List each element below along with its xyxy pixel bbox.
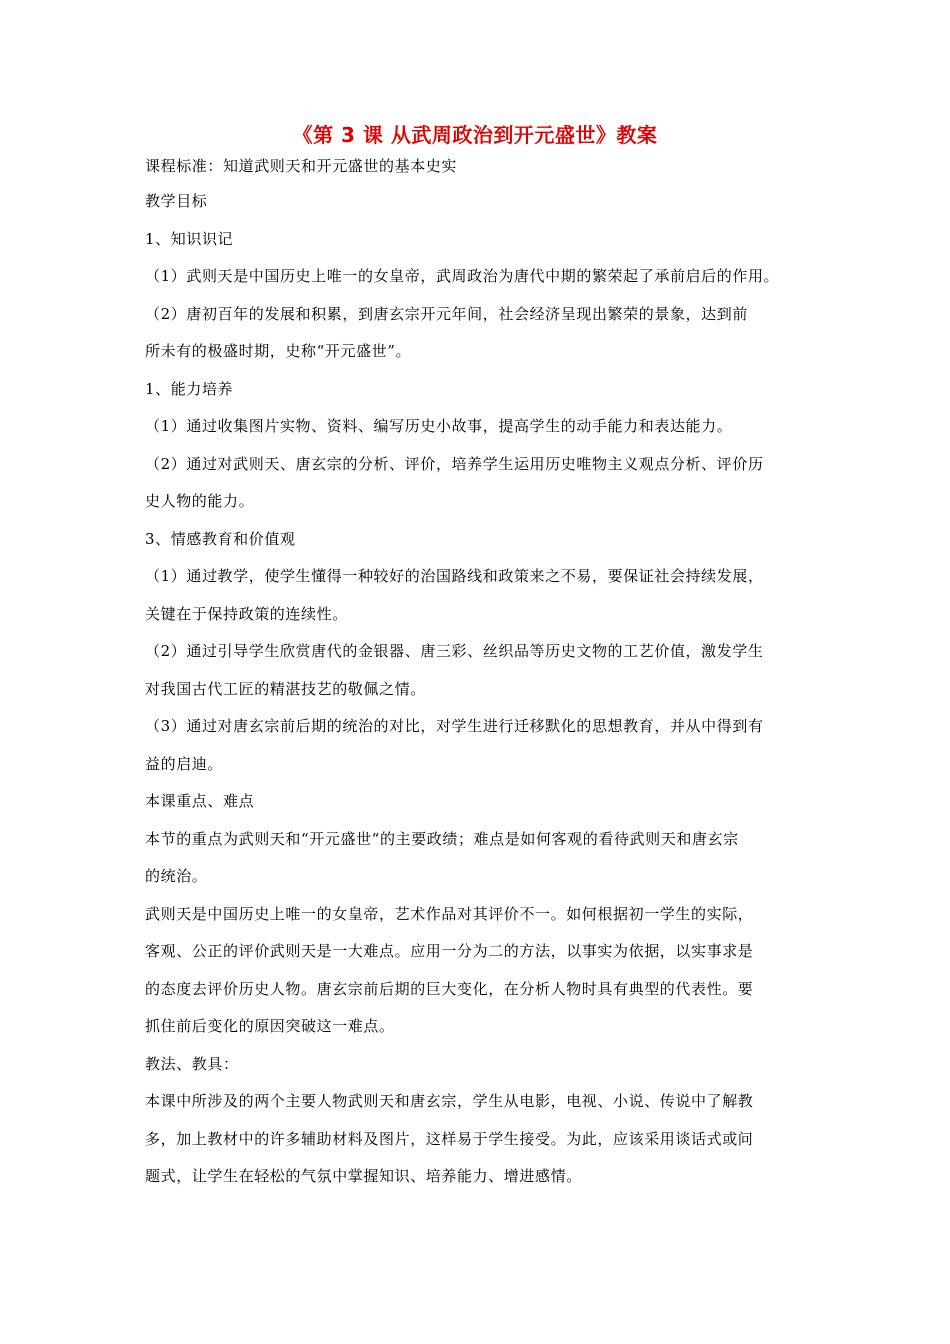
paragraph-line: （1）通过教学，使学生懂得一种较好的治国路线和政策来之不易，要保证社会持续发展， [145,567,764,585]
section-heading-methods: 教法、教具： [145,1054,239,1073]
paragraph-line: 题式，让学生在轻松的气氛中掌握知识、培养能力、增进感情。 [145,1167,582,1185]
paragraph-line: 的态度去评价历史人物。唐玄宗前后期的巨大变化，在分析人物时具有典型的代表性。要 [145,979,754,998]
subsection-heading-values: 3、情感教育和价值观 [145,529,296,548]
paragraph-line: （2）唐初百年的发展和积累，到唐玄宗开元年间，社会经济呈现出繁荣的景象，达到前 [145,304,748,323]
paragraph-line: 武则天是中国历史上唯一的女皇帝，艺术作品对其评价不一。如何根据初一学生的实际， [145,904,754,923]
paragraph-line: 客观、公正的评价武则天是一大难点。应用一分为二的方法，以事实为依据，以实事求是 [145,942,754,960]
course-standard-line: 课程标准：知道武则天和开元盛世的基本史实 [145,157,458,175]
document-body [145,150,815,1196]
section-heading-key-points: 本课重点、难点 [145,792,255,810]
paragraph-line: （2）通过对武则天、唐玄宗的分析、评价，培养学生运用历史唯物主义观点分析、评价历 [145,454,764,473]
paragraph-line: 本课中所涉及的两个主要人物武则天和唐玄宗，学生从电影，电视、小说、传说中了解教 [145,1092,754,1110]
paragraph-line: （1）武则天是中国历史上唯一的女皇帝，武周政治为唐代中期的繁荣起了承前启后的作用。 [145,267,780,285]
paragraph-line: 对我国古代工匠的精湛技艺的敬佩之情。 [145,679,426,698]
paragraph-line: （1）通过收集图片实物、资料、编写历史小故事，提高学生的动手能力和表达能力。 [145,417,733,435]
paragraph-line: 益的启迪。 [145,754,224,773]
paragraph-line: 抓住前后变化的原因突破这一难点。 [145,1017,395,1035]
paragraph-line: 本节的重点为武则天和“开元盛世“的主要政绩；难点是如何客观的看待武则天和唐玄宗 [145,829,739,848]
subsection-heading-ability: 1、能力培养 [145,379,234,398]
section-heading-teaching-goals: 教学目标 [145,192,208,210]
subsection-heading-knowledge: 1、知识识记 [145,229,234,248]
paragraph-line: 所未有的极盛时期，史称“开元盛世”。 [145,342,412,360]
paragraph-line: （2）通过引导学生欣赏唐代的金银器、唐三彩、丝织品等历史文物的工艺价值，激发学生 [145,642,764,660]
paragraph-line: 史人物的能力。 [145,492,255,510]
paragraph-line: 关键在于保持政策的连续性。 [145,604,348,623]
document-title: 《第 3 课 从武周政治到开元盛世》教案 [292,123,658,147]
paragraph-line: 的统治。 [145,867,208,885]
paragraph-line: （3）通过对唐玄宗前后期的统治的对比，对学生进行迁移默化的思想教育，并从中得到有 [145,717,764,735]
paragraph-line: 多，加上教材中的许多辅助材料及图片，这样易于学生接受。为此，应该采用谈话式或问 [145,1129,754,1148]
